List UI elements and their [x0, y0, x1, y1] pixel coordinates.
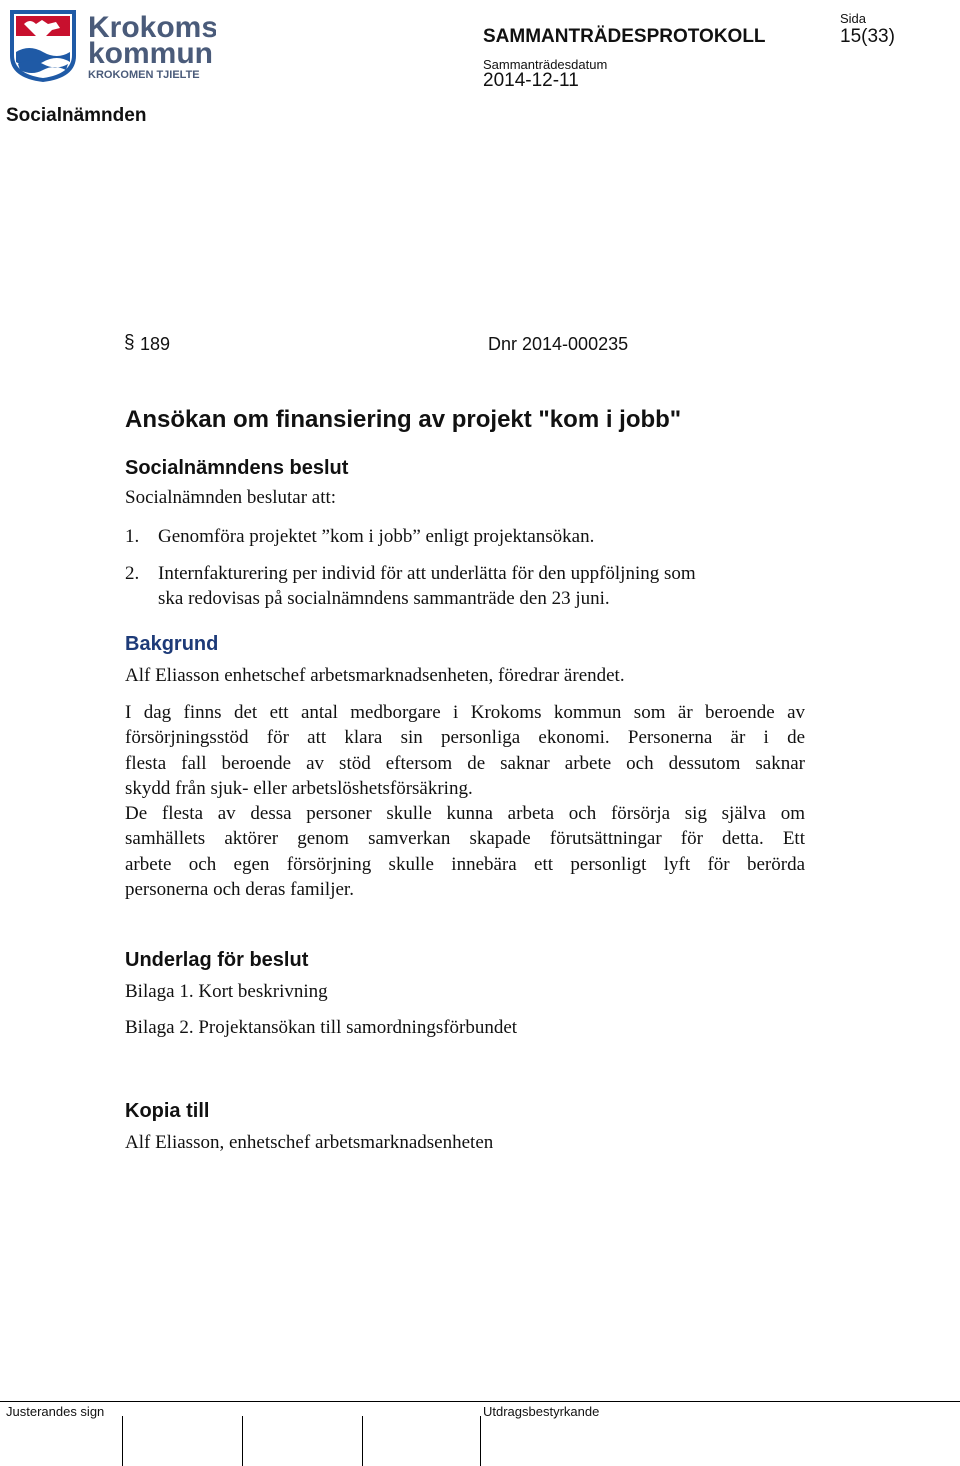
extract-certification-label: Utdragsbestyrkande — [483, 1404, 600, 1419]
meeting-date-value: 2014-12-11 — [483, 70, 579, 91]
paragraph-line: I dag finns det ett antal medborgare i Krokoms kommun som är beroende av — [125, 702, 805, 723]
paragraph-line: De flesta av dessa personer skulle kunna arbeta och försörja sig själva om — [125, 803, 805, 824]
svg-text:KROKOMEN TJIELTE: KROKOMEN TJIELTE — [88, 69, 200, 81]
page-label: Sida — [840, 11, 867, 26]
meeting-date-label: Sammanträdesdatum — [483, 57, 608, 72]
decision-item-text: ska redovisas på socialnämndens sammanträde den 23 juni. — [158, 588, 610, 609]
decision-item-number: 2. — [125, 563, 140, 584]
paragraph-line: skydd från sjuk- eller arbetslöshetsförsäkring. — [125, 777, 473, 799]
diary-number: Dnr 2014-000235 — [488, 334, 629, 354]
signature-footer — [0, 1401, 960, 1466]
basis-heading: Underlag för beslut — [125, 949, 309, 971]
decision-intro: Socialnämnden beslutar att: — [125, 487, 337, 508]
sign-box-divider — [480, 1416, 481, 1466]
adjuster-sign-label: Justerandes sign — [6, 1404, 105, 1419]
decision-heading: Socialnämndens beslut — [125, 457, 349, 479]
paragraph-line: arbete och egen försörjning skulle innebära ett personligt lyft för berörda — [125, 853, 805, 875]
document-type: SAMMANTRÄDESPROTOKOLL — [483, 26, 766, 47]
paragraph-sign: § — [124, 332, 135, 353]
paragraph-line: samhällets aktörer genom samverkan skapade förutsättningar för detta. Ett — [125, 828, 805, 850]
paragraph-number: 189 — [140, 334, 171, 354]
attachment-item: Bilaga 2. Projektansökan till samordningsförbundet — [125, 1017, 518, 1038]
sign-box-divider — [122, 1416, 123, 1466]
footer-divider — [0, 1401, 960, 1402]
svg-text:Krokoms: Krokoms — [88, 11, 216, 44]
krokoms-kommun-logo — [6, 4, 216, 84]
sign-box-divider — [362, 1416, 363, 1466]
paragraph-line: försörjningsstöd för att klara sin personliga ekonomi. Personerna är i de — [125, 727, 805, 749]
decision-item-text: Genomföra projektet ”kom i jobb” enligt projektansökan. — [158, 526, 595, 547]
page-number: 15(33) — [840, 26, 895, 47]
decision-item-number: 1. — [125, 526, 140, 547]
municipal-shield-icon — [6, 4, 216, 84]
sign-box-divider — [242, 1416, 243, 1466]
svg-text:kommun: kommun — [88, 37, 214, 70]
background-heading: Bakgrund — [125, 633, 219, 655]
paragraph-line: personerna och deras familjer. — [125, 878, 354, 900]
decision-item-text: Internfakturering per individ för att underlätta för den uppföljning som — [158, 563, 696, 584]
presenter-line: Alf Eliasson enhetschef arbetsmarknadsenheten, föredrar ärendet. — [125, 665, 625, 686]
case-title: Ansökan om finansiering av projekt "kom i jobb" — [125, 406, 682, 433]
board-name: Socialnämnden — [6, 105, 147, 126]
copy-recipient: Alf Eliasson, enhetschef arbetsmarknadsenheten — [125, 1132, 494, 1153]
background-paragraph — [125, 700, 805, 801]
paragraph-line: flesta fall beroende av stöd eftersom de saknar arbete och dessutom saknar — [125, 752, 805, 774]
copy-heading: Kopia till — [125, 1100, 210, 1122]
attachment-item: Bilaga 1. Kort beskrivning — [125, 981, 328, 1002]
background-paragraph — [125, 801, 805, 902]
